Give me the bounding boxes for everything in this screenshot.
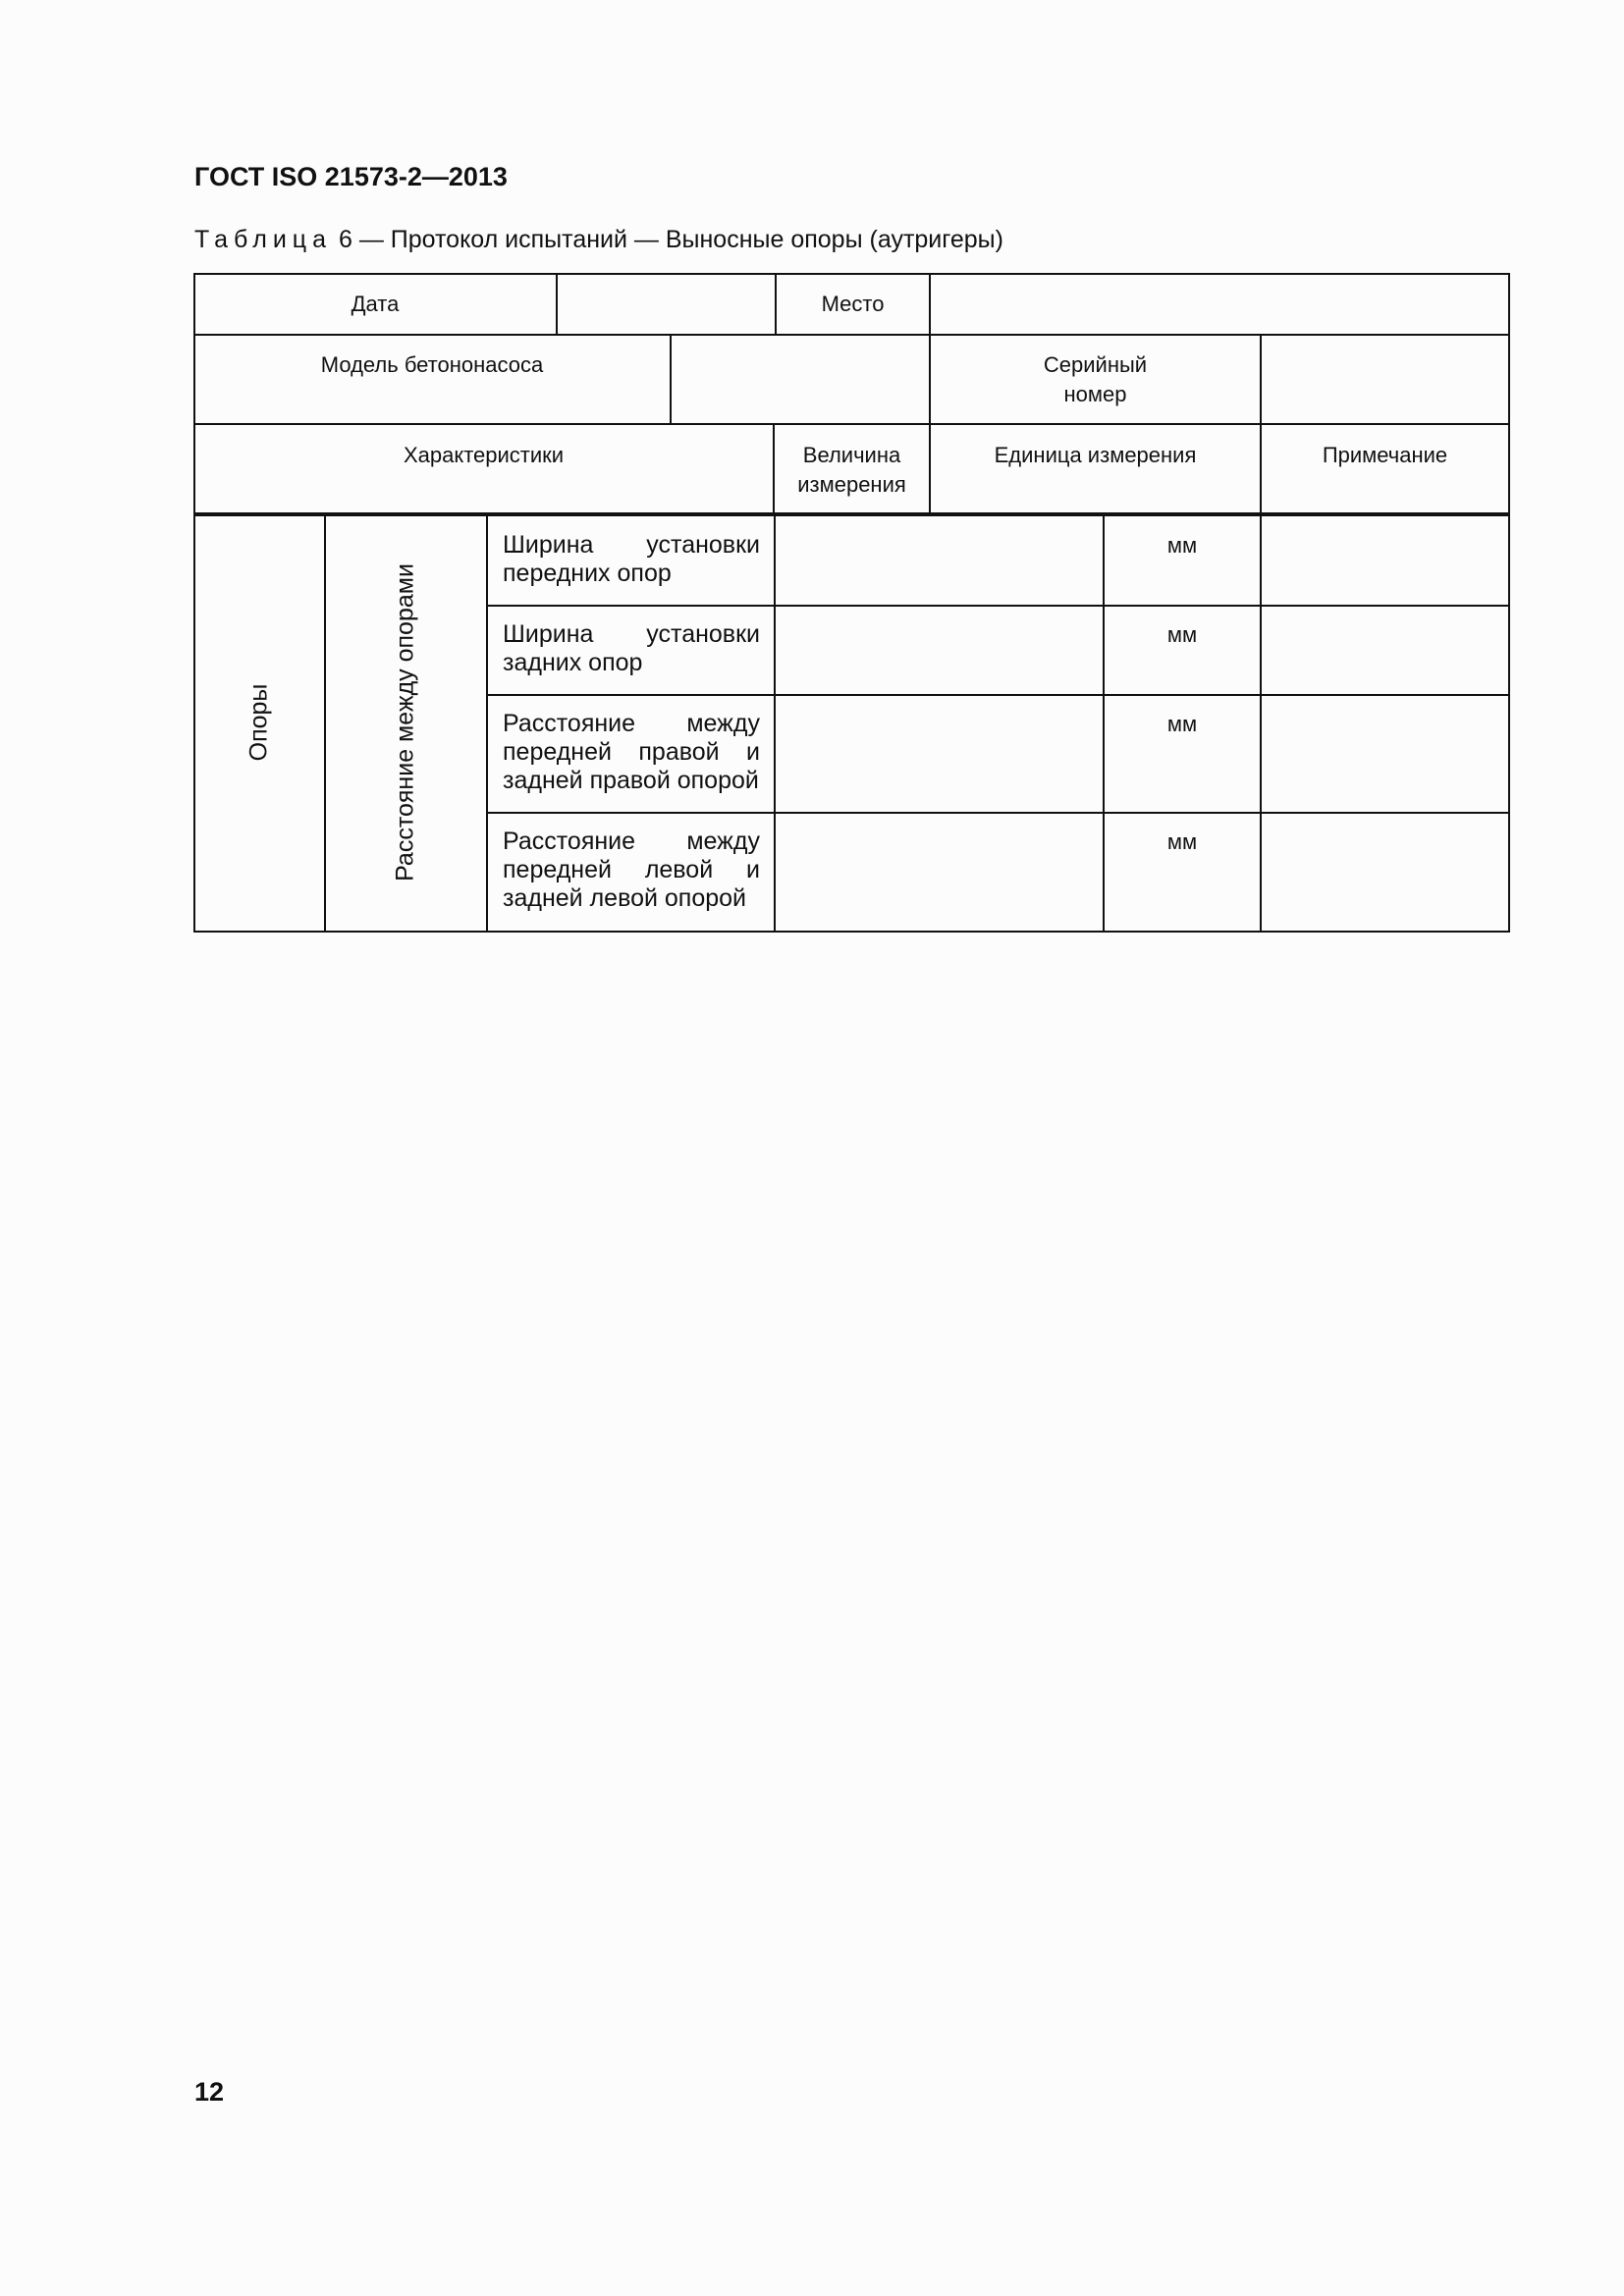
row-divider (487, 605, 1510, 607)
subgroup-label-distance: Расстояние между опорами (391, 563, 419, 881)
place-label: Место (821, 292, 885, 316)
group-label-supports: Опоры (244, 683, 273, 762)
characteristics-header: Характеристики (403, 443, 565, 467)
column-divider (1260, 334, 1262, 933)
characteristic-name: Расстояние между передней правой и задней правой опорой (503, 710, 760, 794)
column-divider (556, 273, 558, 335)
date-label: Дата (351, 292, 400, 316)
unit-cell: мм (1166, 622, 1198, 647)
column-divider (486, 512, 488, 933)
document-code: ГОСТ ISO 21573-2—2013 (194, 162, 508, 191)
column-divider (670, 334, 672, 424)
caption-prefix: Таблица (194, 226, 333, 253)
characteristic-name: Расстояние между передней левой и задней левой опорой (503, 828, 760, 912)
row-divider (487, 694, 1510, 696)
row-divider (193, 423, 1510, 425)
column-divider (774, 512, 776, 933)
pump-model-label: Модель бетононасоса (320, 352, 544, 377)
measured-value-header-line2: измерения (797, 472, 906, 497)
serial-number-label-line1: Серийный (1043, 352, 1148, 377)
note-header: Примечание (1322, 443, 1448, 467)
measured-value-header-line1: Величина (802, 443, 901, 467)
characteristic-name: Ширина установки передних опор (503, 531, 760, 587)
unit-cell: мм (1166, 829, 1198, 854)
header-divider (193, 512, 1510, 516)
caption-title: 6 — Протокол испытаний — Выносные опоры (аутригеры) (332, 226, 1003, 253)
serial-number-label-line2: номер (1063, 382, 1127, 406)
unit-cell: мм (1166, 533, 1198, 558)
unit-header: Единица измерения (994, 443, 1197, 467)
column-divider (324, 512, 326, 933)
row-divider (193, 334, 1510, 336)
row-divider (487, 812, 1510, 814)
page-number: 12 (194, 2077, 225, 2107)
characteristic-name: Ширина установки задних опор (503, 620, 760, 676)
table-caption (194, 226, 1003, 254)
unit-cell: мм (1166, 712, 1198, 736)
